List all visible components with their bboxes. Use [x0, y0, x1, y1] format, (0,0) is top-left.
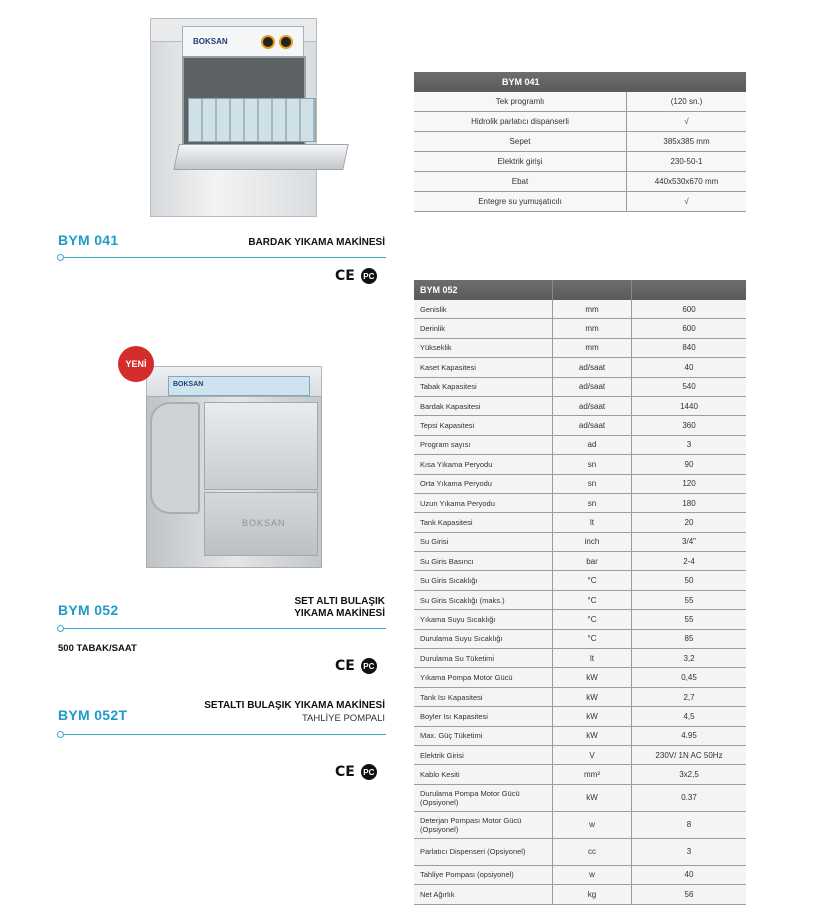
spec-unit: kW [553, 687, 632, 706]
table-row [414, 590, 746, 609]
product-title: BARDAK YIKAMA MAKİNESİ [248, 237, 385, 248]
table-row [414, 172, 746, 192]
table-row [414, 668, 746, 687]
spec-value: 840 [632, 338, 747, 357]
spec-unit: °C [553, 590, 632, 609]
spec-unit: ad/saat [553, 377, 632, 396]
spec-label: Net Ağırlık [414, 885, 553, 904]
ce-mark-icon: CE [335, 658, 355, 674]
table-row [414, 811, 746, 838]
spec-value: 0,45 [632, 668, 747, 687]
table-row [414, 396, 746, 415]
spec-label: Tahliye Pompası (opsiyonel) [414, 865, 553, 884]
spec-label: Derinlik [414, 319, 553, 338]
spec-label: Uzun Yıkama Peryodu [414, 493, 553, 512]
spec-value: 40 [632, 358, 747, 377]
spec-label: Tabak Kapasitesi [414, 377, 553, 396]
spec-value: 55 [632, 590, 747, 609]
spec-unit: cc [553, 838, 632, 865]
certification-marks [335, 658, 377, 674]
table-row [414, 571, 746, 590]
spec-label: Elektrik Girisi [414, 745, 553, 764]
pc-mark-icon: PC [361, 268, 377, 284]
spec-label: Durulama Pompa Motor Gücü (Opsiyonel) [414, 784, 553, 811]
table-row [414, 865, 746, 884]
spec-label: Tepsi Kapasitesi [414, 416, 553, 435]
brand-logo: BOKSAN [173, 381, 204, 388]
brand-logo: BOKSAN [193, 37, 228, 46]
table-header-blank [553, 280, 632, 300]
spec-label: Max. Güç Tüketimi [414, 726, 553, 745]
table-header-blank [632, 280, 747, 300]
control-panel [182, 26, 304, 58]
spec-value: √ [627, 112, 747, 132]
spec-value: 40 [632, 865, 747, 884]
table-row [414, 610, 746, 629]
spec-value: 8 [632, 811, 747, 838]
spec-unit: mm [553, 319, 632, 338]
spec-unit: ad [553, 435, 632, 454]
spec-table-bym-052 [414, 280, 746, 905]
spec-label: Deterjan Pompası Motor Gücü (Opsiyonel) [414, 811, 553, 838]
product-title: SETALTI BULAŞIK YIKAMA MAKİNESİ [204, 700, 385, 711]
spec-unit: ad/saat [553, 358, 632, 377]
model-label: BYM 052T [58, 707, 128, 723]
pc-mark-icon: PC [361, 658, 377, 674]
spec-label: Genislik [414, 300, 553, 319]
ce-mark-icon: CE [335, 764, 355, 780]
spec-unit: inch [553, 532, 632, 551]
spec-value: 600 [632, 319, 747, 338]
spec-value: 360 [632, 416, 747, 435]
spec-value: 56 [632, 885, 747, 904]
spec-value: 385x385 mm [627, 132, 747, 152]
table-row [414, 416, 746, 435]
table-row [414, 532, 746, 551]
product-image-bym-052 [118, 346, 323, 574]
spec-unit: V [553, 745, 632, 764]
side-panel [150, 402, 200, 514]
table-row [414, 726, 746, 745]
spec-label: Yıkama Pompa Motor Gücü [414, 668, 553, 687]
spec-unit: mm² [553, 765, 632, 784]
table-row [414, 300, 746, 319]
spec-label: Entegre su yumuşatıcılı [414, 192, 627, 212]
spec-unit: ad/saat [553, 396, 632, 415]
table-row [414, 765, 746, 784]
spec-value: (120 sn.) [627, 92, 747, 112]
table-row [414, 455, 746, 474]
spec-value: 3 [632, 435, 747, 454]
brand-plate: BOKSAN [242, 518, 286, 528]
spec-unit: kg [553, 885, 632, 904]
spec-value: 55 [632, 610, 747, 629]
spec-unit: w [553, 865, 632, 884]
table-row [414, 377, 746, 396]
spec-value: 1440 [632, 396, 747, 415]
divider-line [60, 257, 386, 258]
certification-marks [335, 764, 377, 780]
spec-value: 90 [632, 455, 747, 474]
spec-label: Durulama Suyu Sıcaklığı [414, 629, 553, 648]
spec-value: 0.37 [632, 784, 747, 811]
spec-value: 3x2,5 [632, 765, 747, 784]
spec-value: 540 [632, 377, 747, 396]
product-subtitle: TAHLİYE POMPALI [301, 713, 385, 724]
table-row [414, 885, 746, 904]
spec-value: √ [627, 192, 747, 212]
spec-label: Kablo Kesiti [414, 765, 553, 784]
product-title-line: YIKAMA MAKİNESİ [294, 608, 385, 619]
spec-label: Tek programlı [414, 92, 627, 112]
table-row [414, 435, 746, 454]
spec-label: Orta Yıkama Peryodu [414, 474, 553, 493]
ce-mark-icon: CE [335, 268, 355, 284]
table-row [414, 112, 746, 132]
spec-value: 2,7 [632, 687, 747, 706]
spec-unit: mm [553, 300, 632, 319]
spec-unit: sn [553, 474, 632, 493]
pc-mark-icon: PC [361, 764, 377, 780]
spec-value: 3,2 [632, 649, 747, 668]
spec-label: Su Giris Sıcaklığı (maks.) [414, 590, 553, 609]
table-row [414, 687, 746, 706]
product-title-line: SET ALTI BULAŞIK [294, 596, 385, 607]
spec-label: Tank Kapasitesi [414, 513, 553, 532]
spec-unit: kW [553, 726, 632, 745]
table-row [414, 838, 746, 865]
spec-label: Ebat [414, 172, 627, 192]
table-row [414, 493, 746, 512]
spec-value: 3 [632, 838, 747, 865]
spec-unit: lt [553, 649, 632, 668]
spec-unit: kW [553, 784, 632, 811]
spec-value: 4,5 [632, 707, 747, 726]
table-row [414, 319, 746, 338]
spec-value: 50 [632, 571, 747, 590]
table-row [414, 92, 746, 112]
table-row [414, 192, 746, 212]
divider-line [60, 734, 386, 735]
spec-unit: w [553, 811, 632, 838]
spec-label: Sepet [414, 132, 627, 152]
table-row [414, 629, 746, 648]
spec-unit: bar [553, 552, 632, 571]
spec-label: Tank Isı Kapasitesi [414, 687, 553, 706]
spec-unit: °C [553, 571, 632, 590]
table-row [414, 132, 746, 152]
spec-value: 2-4 [632, 552, 747, 571]
front-door [204, 402, 318, 490]
spec-unit: sn [553, 455, 632, 474]
spec-value: 4.95 [632, 726, 747, 745]
glass-rack [188, 98, 316, 142]
product-title [294, 596, 385, 620]
table-row [414, 513, 746, 532]
spec-label: Bardak Kapasitesi [414, 396, 553, 415]
spec-value: 20 [632, 513, 747, 532]
table-header: BYM 052 [414, 280, 553, 300]
capacity-label: 500 TABAK/SAAT [58, 643, 137, 654]
table-row [414, 474, 746, 493]
table-row [414, 338, 746, 357]
spec-value: 3/4" [632, 532, 747, 551]
model-label: BYM 041 [58, 232, 119, 248]
spec-label: Elektrik girişi [414, 152, 627, 172]
knob-icon [261, 35, 275, 49]
spec-label: Yıkama Suyu Sıcaklığı [414, 610, 553, 629]
model-label: BYM 052 [58, 602, 119, 618]
product-image-bym-041 [140, 12, 345, 222]
spec-unit: °C [553, 610, 632, 629]
table-row [414, 649, 746, 668]
knob-icon [279, 35, 293, 49]
spec-label: Program sayısı [414, 435, 553, 454]
spec-value: 180 [632, 493, 747, 512]
table-row [414, 552, 746, 571]
divider-line [60, 628, 386, 629]
spec-label: Kaset Kapasitesi [414, 358, 553, 377]
spec-value: 440x530x670 mm [627, 172, 747, 192]
table-row [414, 707, 746, 726]
spec-label: Yükseklik [414, 338, 553, 357]
table-row [414, 358, 746, 377]
certification-marks [335, 268, 377, 284]
spec-label: Boyler Isı Kapasitesi [414, 707, 553, 726]
spec-unit: mm [553, 338, 632, 357]
spec-label: Durulama Su Tüketimi [414, 649, 553, 668]
spec-value: 230V/ 1N AC 50Hz [632, 745, 747, 764]
table-row [414, 784, 746, 811]
spec-unit: kW [553, 707, 632, 726]
spec-unit: °C [553, 629, 632, 648]
spec-value: 85 [632, 629, 747, 648]
spec-label: Kısa Yıkama Peryodu [414, 455, 553, 474]
spec-label: Parlatıcı Dispenseri (Opsiyonel) [414, 838, 553, 865]
spec-value: 230-50-1 [627, 152, 747, 172]
spec-label: Hidrolik parlatıcı dispanserli [414, 112, 627, 132]
table-row [414, 152, 746, 172]
spec-value: 120 [632, 474, 747, 493]
table-row [414, 745, 746, 764]
control-panel [168, 376, 310, 396]
table-header: BYM 041 [414, 72, 746, 92]
new-badge: YENİ [118, 346, 154, 382]
spec-table-bym-041 [414, 72, 746, 212]
spec-label: Su Girisi [414, 532, 553, 551]
spec-unit: sn [553, 493, 632, 512]
spec-unit: ad/saat [553, 416, 632, 435]
spec-unit: lt [553, 513, 632, 532]
spec-label: Su Giris Basıncı [414, 552, 553, 571]
open-door [173, 144, 349, 170]
spec-unit: kW [553, 668, 632, 687]
spec-value: 600 [632, 300, 747, 319]
spec-label: Su Giris Sıcaklığı [414, 571, 553, 590]
